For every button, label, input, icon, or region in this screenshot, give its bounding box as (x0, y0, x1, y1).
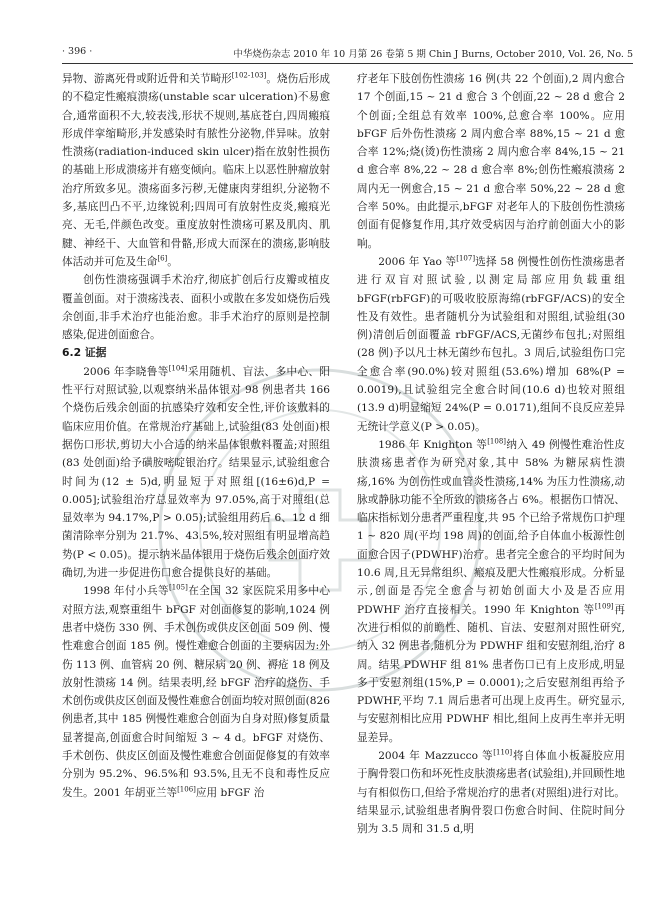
citation-ref: [109] (594, 602, 614, 611)
citation-ref: [108] (487, 437, 507, 446)
paragraph-text: 采用随机、盲法、多中心、阳性平行对照试验,以观察纳米晶体银对 98 例患者共 166 个烧伤后残余创面的抗感染疗效和安全性,评价该敷料的临床应用价值。在常规治疗基础上,试验组(83 处创面)根据伤口形状,剪切大小合适的纳米晶体银敷料覆盖;对照组(83 处创面)给予磺胺嘧啶银治疗。结果显示,试验组愈合时间为(12 ± 5)d,明显短于对照组[(16±6)d,P = 0.005];试验组治疗总显效率为 97.05%,高于对照组(总显效率为 94.17%,P > 0.05);试验组用药后 6、12 d 细菌清除率分别为 21.7%、43.5%,较对照组有明显增高趋势(P < 0.05)。提示纳米晶体银用于烧伤后残余创面疗效确切,为进一步促进伤口愈合提供良好的基础。 (62, 365, 331, 580)
citation-ref: [102-103] (231, 71, 267, 80)
paragraph-text: 1986 年 Knighton 等 (378, 438, 488, 451)
paragraph-text: 纳入 49 例慢性难治性皮肤溃疡患者作为研究对象,其中 58% 为糖尿病性溃疡,16% 为创伤性或血管炎性溃疡,14% 为压力性溃疡,动脉或静脉功能不全所致的溃疡各占 6%。根据伤口情况、临床指标划分患者严重程度,共 95 个已给予常规伤口护理 1 ~ 820 周(平均 198 周)的创面,给予自体血小板源性创面愈合因子(PDWHF)治疗。患者完全愈合的平均时间为 10.6 周,且无异常组织、瘢痕及肥大性瘢痕形成。分析显示,创面是否完全愈合与初始创面大小及是否应用 PDWHF 治疗直接相关。1990 年 Knighton 等 (357, 438, 626, 616)
paragraph-text: 将自体血小板凝胶应用于胸骨裂口伤和坏死性皮肤溃疡患者(试验组),并回顾性地与有相似伤口,但给予常规治疗的患者(对照组)进行对比。结果显示,试验组患者胸骨裂口伤愈合时间、住院时间分别为 3.5 周和 31.5 d,明 (357, 749, 625, 836)
paragraph-text: 疗老年下肢创伤性溃疡 16 例(共 22 个创面),2 周内愈合 17 个创面,15 ~ 21 d 愈合 3 个创面,22 ~ 28 d 愈合 2 个创面;全组总有效率 100%,总愈合率 100%。应用 bFGF 后外伤性溃疡 2 周内愈合率 88%,15 ~ 21 d 愈合率 12%;烧(烫)伤性溃疡 2 周内愈合率 84%,15 ~ 21 d 愈合率 8%,22 ~ 28 d 愈合率 8%;创伤性瘢痕溃疡 2 周内无一例愈合,15 ~ 21 d 愈合率 50%,22 ~ 28 d 愈合率 50%。由此提示,bFGF 对老年人的下肢创伤性溃疡创面有促修复作用,其疗效受病因与治疗前创面大小的影响。 (357, 73, 625, 250)
paragraph (357, 253, 625, 436)
citation-ref: [107] (456, 254, 476, 263)
paragraph-text: 应用 bFGF 治 (195, 786, 265, 799)
page-number: · 396 · (62, 46, 93, 57)
paragraph (62, 363, 330, 583)
paragraph (357, 70, 625, 253)
paragraph-text: 2004 年 Mazzucco 等 (378, 749, 494, 762)
citation-ref: [110] (493, 748, 513, 757)
paragraph-text: 。烧伤后形成的不稳定性瘢痕溃疡(unstable scar ulceration)不易愈合,通常面积不大,较表浅,形状不规则,基底苍白,四周瘢痕形成伴挛缩畸形,并发感染时有脓性分泌物,伴异味。放射性溃疡(radiation-induced skin ulcer)指在放射性损伤的基础上形成溃疡并有癌变倾向。临床上以恶性肿瘤放射治疗所致多见。溃疡面多污秽,无健康肉芽组织,分泌物不多,基底凹凸不平,边缘锐利;四周可有放射性皮炎,瘢痕光亮、无毛,伴颜色改变。重度放射性溃疡可累及肌肉、肌腱、神经干、大血管和骨骼,形成大而深在的溃疡,影响肢体活动并可危及生命 (62, 73, 331, 268)
paragraph (357, 436, 625, 747)
right-column (357, 70, 625, 838)
paragraph-text: 2006 年 Yao 等 (378, 255, 457, 268)
paragraph-text: 2006 年李晓鲁等 (83, 365, 169, 378)
citation-ref: [106] (177, 785, 196, 794)
paragraph-text: 创伤性溃疡强调手术治疗,彻底扩创后行皮瓣或植皮覆盖创面。对于溃疡浅表、面积小或散在多发如烧伤后残余创面,非手术治疗也能治愈。非手术治疗的原则是控制感染,促进创面愈合。 (62, 274, 330, 342)
header-rule (62, 63, 633, 64)
citation-ref: [105] (169, 583, 188, 592)
section-heading: 6.2 证据 (62, 346, 107, 360)
paragraph-text: 。 (167, 255, 178, 268)
paragraph-text: 1998 年付小兵等 (83, 585, 169, 598)
paragraph (62, 582, 330, 802)
paragraph-text: 异物、游离死骨或附近骨和关节畸形 (62, 73, 232, 85)
paragraph (62, 271, 330, 344)
journal-citation: 中华烧伤杂志 2010 年 10 月第 26 卷第 5 期 Chin J Burns, October 2010, Vol. 26, No. 5 (233, 49, 633, 60)
paragraph (62, 70, 330, 271)
left-column (62, 70, 330, 802)
paragraph-text: 选择 58 例慢性创伤性溃疡患者进行双盲对照试验,以测定局部应用负载重组 bFGF(rbFGF)的可吸收胶原海绵(rbFGF/ACS)的安全性及有效性。患者随机分为试验组和对照组,试验组(30 例)清创后创面覆盖 rbFGF/ACS,无菌纱布包扎;对照组(28 例)予以凡士林无菌纱布包扎。3 周后,试验组伤口完全愈合率(90.0%)较对照组(53.6%)增加 68%(P = 0.0019),且试验组完全愈合时间(10.6 d)也较对照组(13.9 d)明显缩短 24%(P = 0.0171),组间不良反应差异无统计学意义(P > 0.05)。 (357, 255, 625, 433)
running-header (62, 44, 633, 62)
paragraph-text: 在全国 32 家医院采用多中心对照方法,观察重组牛 bFGF 对创面修复的影响,1024 例患者中烧伤 330 例、手术创伤或供皮区创面 509 例、慢性难愈合创面 185 例。慢性难愈合创面的主要病因为:外伤 113 例、血管病 20 例、糖尿病 20 例、褥疮 18 例及放射性溃疡 14 例。结果表明,经 bFGF 治疗的烧伤、手术创伤或供皮区创面及慢性难愈合创面均较对照创面(826 例患者,其中 185 例慢性难愈合创面为自身对照)修复质量显著提高,创面愈合时间缩短 3 ~ 4 d。bFGF 对烧伤、手术创伤、供皮区创面及慢性难愈合创面促修复的有效率分别为 95.2%、96.5%和 93.5%,且无不良和毒性反应发生。2001 年胡亚兰等 (62, 585, 331, 799)
citation-ref: [6] (157, 254, 168, 263)
citation-ref: [104] (168, 364, 188, 373)
paragraph-text: 再次进行相似的前瞻性、随机、盲法、安慰剂对照性研究,纳入 32 例患者,随机分为 PDWHF 组和安慰剂组,治疗 8 周。结果 PDWHF 组 81% 患者伤口已有上皮形成,明显多于安慰剂组(15%,P = 0.0001);之后安慰剂组再给予 PDWHF,平均 7.1 周后患者可出现上皮再生。研究显示,与安慰剂相比应用 PDWHF 相比,组间上皮再生率并无明显差异。 (357, 603, 626, 744)
paragraph (357, 747, 625, 838)
